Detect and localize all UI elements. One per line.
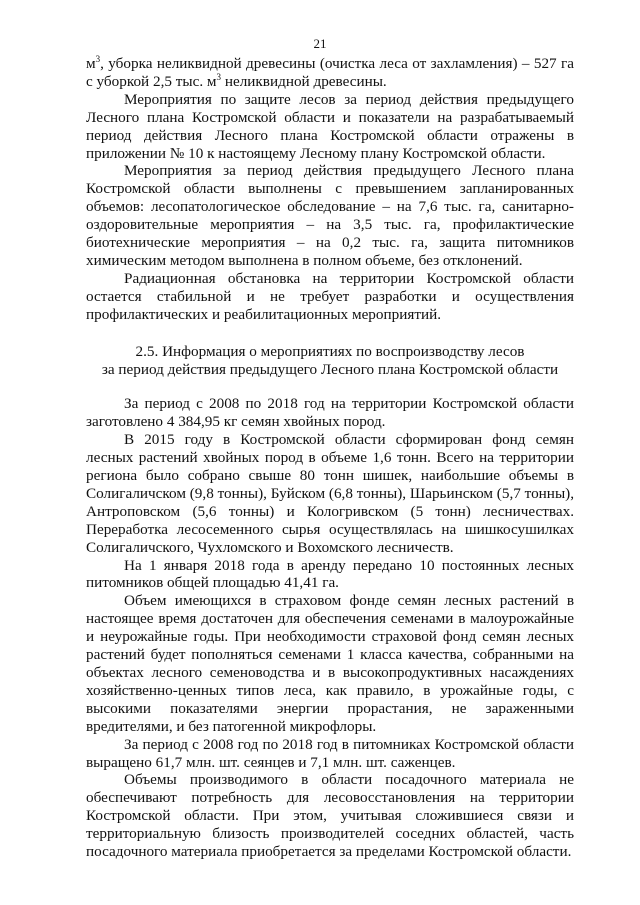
paragraph: На 1 января 2018 года в аренду передано 10 постоянных лесных питомников общей площадью 41,41 га. [86,556,574,592]
paragraph: Радиационная обстановка на территории Костромской области остается стабильной и не требует разработки и осуществления профилактических и реабилитационных мероприятий. [86,269,574,323]
paragraph: Мероприятия по защите лесов за период действия предыдущего Лесного плана Костромской области и показатели на разрабатываемый период действия Лесного плана Костромской области отражены в приложении № 10 к настоящему Лесному плану Костромской области. [86,90,574,162]
section-heading [86,343,574,379]
paragraph: Объемы производимого в области посадочного материала не обеспечивают потребность для лесовосстановления на территории Костромской области. При этом, учитывая сложившиеся связи и территориальную близость производителей соседних областей, часть посадочного материала приобретается за пределами Костромской области. [86,771,574,861]
superscript: 3 [216,71,222,82]
page-number: 21 [313,36,327,51]
section-heading-line: 2.5. Информация о мероприятиях по воспроизводству лесов [135,342,525,360]
superscript: 3 [95,54,101,64]
paragraph: Мероприятия за период действия предыдущего Лесного плана Костромской области выполнены с превышением запланированных объемов: лесопатологическое обследование – на 7,6 тыс. га, санитарно-оздоровительные мероприятия – на 3,5 тыс. га, профилактические биотехнические мероприятия – на 0,2 тыс. га, защита питомников химическим методом выполнена в полном объеме, без отклонений. [86,162,574,269]
paragraph: За период с 2008 по 2018 год на территории Костромской области заготовлено 4 384,95 кг семян хвойных пород. [86,395,574,431]
paragraph: Объем имеющихся в страховом фонде семян лесных растений в настоящее время достаточен для обеспечения семенами в малоурожайные и неурожайные годы. При необходимости страховой фонд семян лесных растений будет пополняться семенами 1 класса качества, собранными на объектах лесного семеноводства и в высокопродуктивных насаждениях хозяйственно-ценных типов леса, как правило, в урожайные годы, с высокими показателями энергии прорастания, не зараженными вредителями, и без патогенной микрофлоры. [86,592,574,735]
text-run: , уборка неликвидной древесины (очистка леса от захламления) – 527 га с уборкой 2,5 тыс. м [86,55,574,90]
text-run: м [86,55,96,72]
paragraph-continuation [86,55,574,91]
paragraph: За период с 2008 год по 2018 год в питомниках Костромской области выращено 61,7 млн. шт. сеянцев и 7,1 млн. шт. саженцев. [86,735,574,771]
paragraph: В 2015 году в Костромской области сформирован фонд семян лесных растений хвойных пород в объеме 1,6 тонн. Всего на территории региона было собрано свыше 80 тонн шишек, наибольшие объемы в Солигаличском (9,8 тонны), Буйском (6,8 тонны), Шарьинском (5,7 тонны), Антроповском (5,6 тонны) и Кологривском (5 тонн) лесничествах. Переработка лесосеменного сырья осуществлялась на шишкосушилках Солигаличского, Чухломского и Вохомского лесничеств. [86,431,574,556]
page-body [86,55,574,861]
section-heading-line: за период действия предыдущего Лесного плана Костромской области [101,360,559,378]
text-run: неликвидной древесины. [221,72,387,90]
